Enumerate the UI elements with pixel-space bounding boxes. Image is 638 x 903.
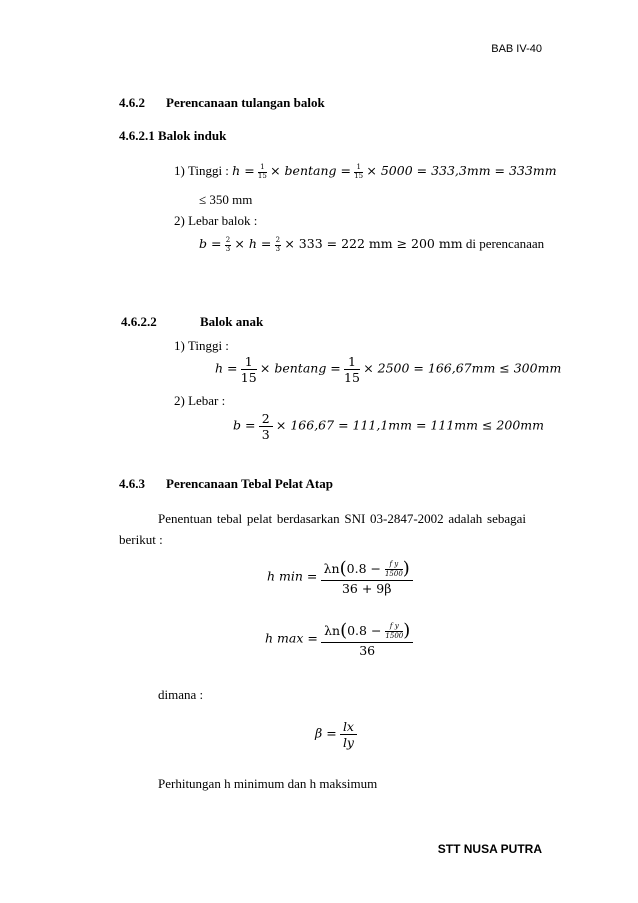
fraction-one-fifteen: $\frac{1}{15}$ [240,354,257,386]
math-lhs: b = [233,417,256,433]
section-4-6-3-title: Perencanaan Tebal Pelat Atap [166,476,333,491]
section-4-6-2-2-number: 4.6.2.2 [121,314,157,329]
section-4-6-2-2-title: Balok anak [200,314,264,329]
hmax-fraction [321,622,413,657]
section-4-6-2-title: Perencanaan tulangan balok [166,95,325,110]
math-lhs: β = [315,725,337,741]
paragraph-line-1: Penentuan tebal pelat berdasarkan SNI 03-2847-2002 adalah sebagai [158,511,526,526]
balok-anak-lebar-line [233,412,544,441]
paragraph-line-2: berikut : [119,532,163,547]
math-lhs: h = [215,360,238,376]
math-rhs: × 166,67 = 111,1mm = 111mm ≤ 200mm [275,417,544,433]
hmax-equation [265,622,413,657]
math-lhs: h = [232,163,255,178]
section-4-6-2-1-heading: 4.6.2.1 Balok induk [119,128,227,143]
beta-fraction: $\frac{lx}{ly}$ [340,720,357,749]
balok-induk-lebar-line [199,236,544,253]
fraction-two-three-2: $\frac{2}{3}$ [275,236,281,253]
dimana-label: dimana : [158,687,204,702]
hmax-numerator: λn(0.8 − $\frac{\text{f y}}{1500}$ ) [321,622,413,643]
fraction-two-three: $\frac{2}{3}$ [259,412,273,441]
balok-anak-lebar-label: 2) Lebar : [174,393,226,408]
math-lhs: h max = [265,630,318,646]
balok-anak-tinggi-label: 1) Tinggi : [174,338,229,353]
fraction-one-fifteen: $\frac{1}{15}$ [257,163,267,180]
hmin-denominator: 36 + 9β [341,580,392,596]
section-4-6-2-number: 4.6.2 [119,95,145,110]
section-4-6-3-number: 4.6.3 [119,476,145,491]
math-mid: × bentang = [270,163,351,178]
beta-equation [315,720,357,749]
closing-text: Perhitungan h minimum dan h maksimum [158,776,378,791]
math-mid: × h = [234,236,272,251]
text-suffix: di perencanaan [465,236,545,251]
fraction-two-three: $\frac{2}{3}$ [225,236,231,253]
balok-anak-tinggi-line [215,355,561,384]
hmin-numerator: λn(0.8 − $\frac{\text{f y}}{1500}$ ) [321,560,413,581]
hmax-denominator: 36 [359,642,376,658]
hmin-fraction [321,560,413,595]
fraction-one-fifteen-2: $\frac{1}{15}$ [344,354,360,386]
hmin-equation [267,560,413,595]
math-rhs: × 2500 = 166,67mm ≤ 300mm [363,360,562,376]
fraction-one-fifteen-2: $\frac{1}{15}$ [354,163,364,180]
balok-induk-tinggi-cont: ≤ 350 mm [199,192,253,207]
item-label: 1) Tinggi : [174,163,229,178]
page-number: BAB IV-40 [491,43,542,55]
footer-institution: STT NUSA PUTRA [437,842,542,856]
math-lhs: h min = [267,568,318,584]
balok-induk-tinggi-line [174,163,557,180]
math-rhs: × 333 = 222 mm ≥ 200 mm [284,236,463,251]
math-lhs: b = [199,236,222,251]
balok-induk-lebar-label: 2) Lebar balok : [174,213,258,228]
math-rhs: × 5000 = 333,3mm = 333mm [366,163,557,178]
math-mid: × bentang = [259,360,341,376]
